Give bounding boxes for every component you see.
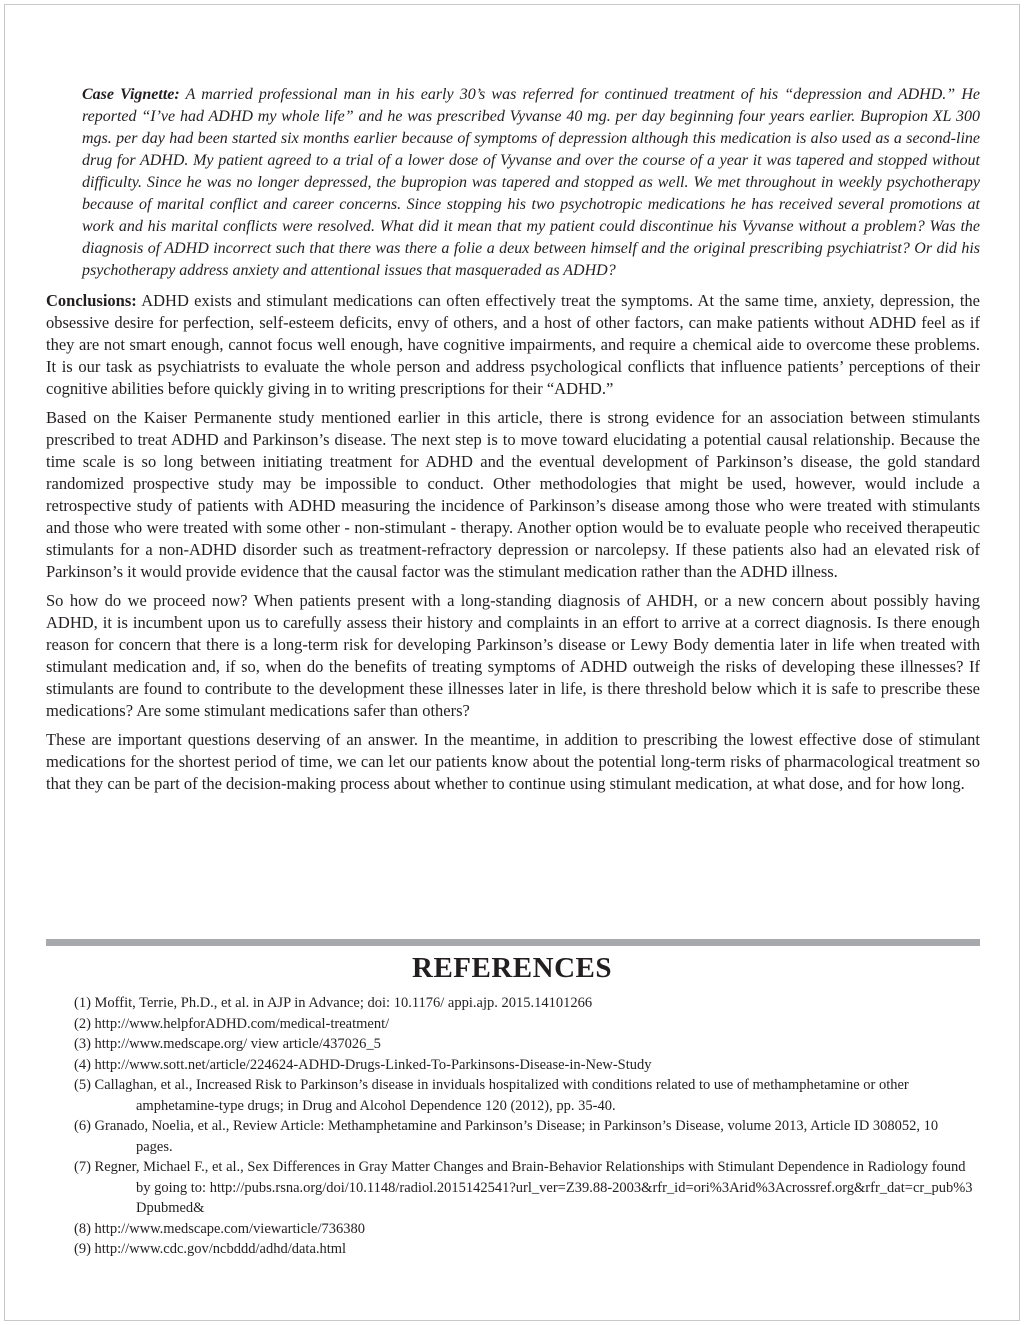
reference-item: (9) http://www.cdc.gov/ncbddd/adhd/data.html [74, 1241, 347, 1257]
reference-item: (8) http://www.medscape.com/viewarticle/736380 [74, 1220, 365, 1237]
paragraph-how-to-proceed: So how do we proceed now? When patients present with a long-standing diagnosis of AHDH, or a new concern about possibly having ADHD, it is incumbent upon us to carefully assess their history and complaints in an effort to arrive at a correct diagnosis. Is there enough reason for concern that there is a long-term risk for developing Parkinson’s disease or Lewy Body dementia later in life when treated with stimulant medication and, if so, when do the benefits of treating symptoms of ADHD outweigh the risks of developing these illnesses? If stimulants are found to contribute to the development these illnesses later in life, is there threshold below which it is safe to prescribe these medications? Are some stimulant medications safer than others? [46, 591, 980, 720]
case-vignette [82, 84, 980, 282]
article-body [46, 84, 980, 795]
references-heading: REFERENCES [412, 952, 612, 984]
reference-item: (7) Regner, Michael F., et al., Sex Differences in Gray Matter Changes and Brain-Behavior Relationships with Stimulant Dependence in Radiology found by going to: http://pubs.rsna.org/doi/10.1148/radiol.2015142541?url_ver=Z39.88-2003&rfr_id=ori%3Arid%3Acrossref.org&rfr_dat=cr_pub%3Dpubmed& [74, 1159, 973, 1216]
paragraph-kaiser-study: Based on the Kaiser Permanente study mentioned earlier in this article, there is strong evidence for an association between stimulants prescribed to treat ADHD and Parkinson’s disease. The next step is to move toward elucidating a potential causal relationship. Because the time scale is so long between initiating treatment for ADHD and the eventual development of Parkinson’s disease, the gold standard randomized prospective study may be impossible to conduct. Other methodologies that might be used, however, would include a retrospective study of patients with ADHD measuring the incidence of Parkinson’s disease among those who were treated with stimulants and those who were treated with some other - non-stimulant - therapy. Another option would be to evaluate people who received therapeutic stimulants for a non-ADHD disorder such as treatment-refractory depression or narcolepsy. If these patients also had an elevated risk of Parkinson’s it would provide evidence that the causal factor was the stimulant medication rather than the ADHD illness. [46, 408, 980, 581]
reference-item: (2) http://www.helpforADHD.com/medical-treatment/ [74, 1015, 390, 1032]
conclusions-paragraph [46, 290, 980, 400]
reference-item: (3) http://www.medscape.org/ view article/437026_5 [74, 1036, 381, 1052]
conclusions-lead: Conclusions: [46, 291, 137, 310]
vignette-text: A married professional man in his early 30’s was referred for continued treatment of his “depression and ADHD.” He reported “I’ve had ADHD my whole life” and he was prescribed Vyvanse 40 mg. per day beginning four years earlier. Bupropion XL 300 mgs. per day had been started six months earlier because of symptoms of depression although this medication is also used as a second-line drug for ADHD. My patient agreed to a trial of a lower dose of Vyvanse and over the course of a year it was tapered and stopped without difficulty. Since he was no longer depressed, the bupropion was tapered and stopped as well. We met throughout in weekly psychotherapy because of marital conflict and career concerns. Since stopping his two psychotropic medications he has received several promotions at work and his marital conflicts were resolved. What did it mean that my patient could discontinue his Vyvanse without a problem? Was the diagnosis of ADHD incorrect such that there was there a folie a deux between himself and the original prescribing psychiatrist? Or did his psychotherapy address anxiety and attentional issues that masqueraded as ADHD? [82, 86, 980, 279]
paragraph-important-questions: These are important questions deserving of an answer. In the meantime, in addition to prescribing the lowest effective dose of stimulant medications for the shortest period of time, we can let our patients know about the potential long-term risks of pharmacological treatment so that they can be part of the decision-making process about whether to continue using stimulant medication, at what dose, and for how long. [46, 730, 980, 793]
reference-item: (5) Callaghan, et al., Increased Risk to Parkinson’s disease in inviduals hospitalized with conditions related to use of methamphetamine or other amphetamine-type drugs; in Drug and Alcohol Dependence 120 (2012), pp. 35-40. [74, 1077, 909, 1114]
conclusions-text: ADHD exists and stimulant medications can often effectively treat the symptoms. At the same time, anxiety, depression, the obsessive desire for perfection, self-esteem deficits, envy of others, and a host of other factors, can make patients without ADHD feel as if they are not smart enough, cannot focus well enough, have cognitive impairments, and require a chemical aide to overcome these problems. It is our task as psychiatrists to evaluate the whole person and address psychological conflicts that influence patients’ perceptions of their cognitive abilities before quickly giving in to writing prescriptions for their “ADHD.” [46, 291, 980, 398]
section-divider [46, 939, 980, 946]
references-list [74, 993, 974, 1260]
reference-item: (4) http://www.sott.net/article/224624-ADHD-Drugs-Linked-To-Parkinsons-Disease-in-New-Study [74, 1056, 652, 1073]
reference-item: (6) Granado, Noelia, et al., Review Article: Methamphetamine and Parkinson’s Disease; in Parkinson’s Disease, volume 2013, Article ID 308052, 10 pages. [74, 1118, 939, 1155]
vignette-lead: Case Vignette: [82, 86, 180, 103]
reference-item: (1) Moffit, Terrie, Ph.D., et al. in AJP in Advance; doi: 10.1176/ appi.ajp. 2015.14101266 [74, 995, 593, 1011]
